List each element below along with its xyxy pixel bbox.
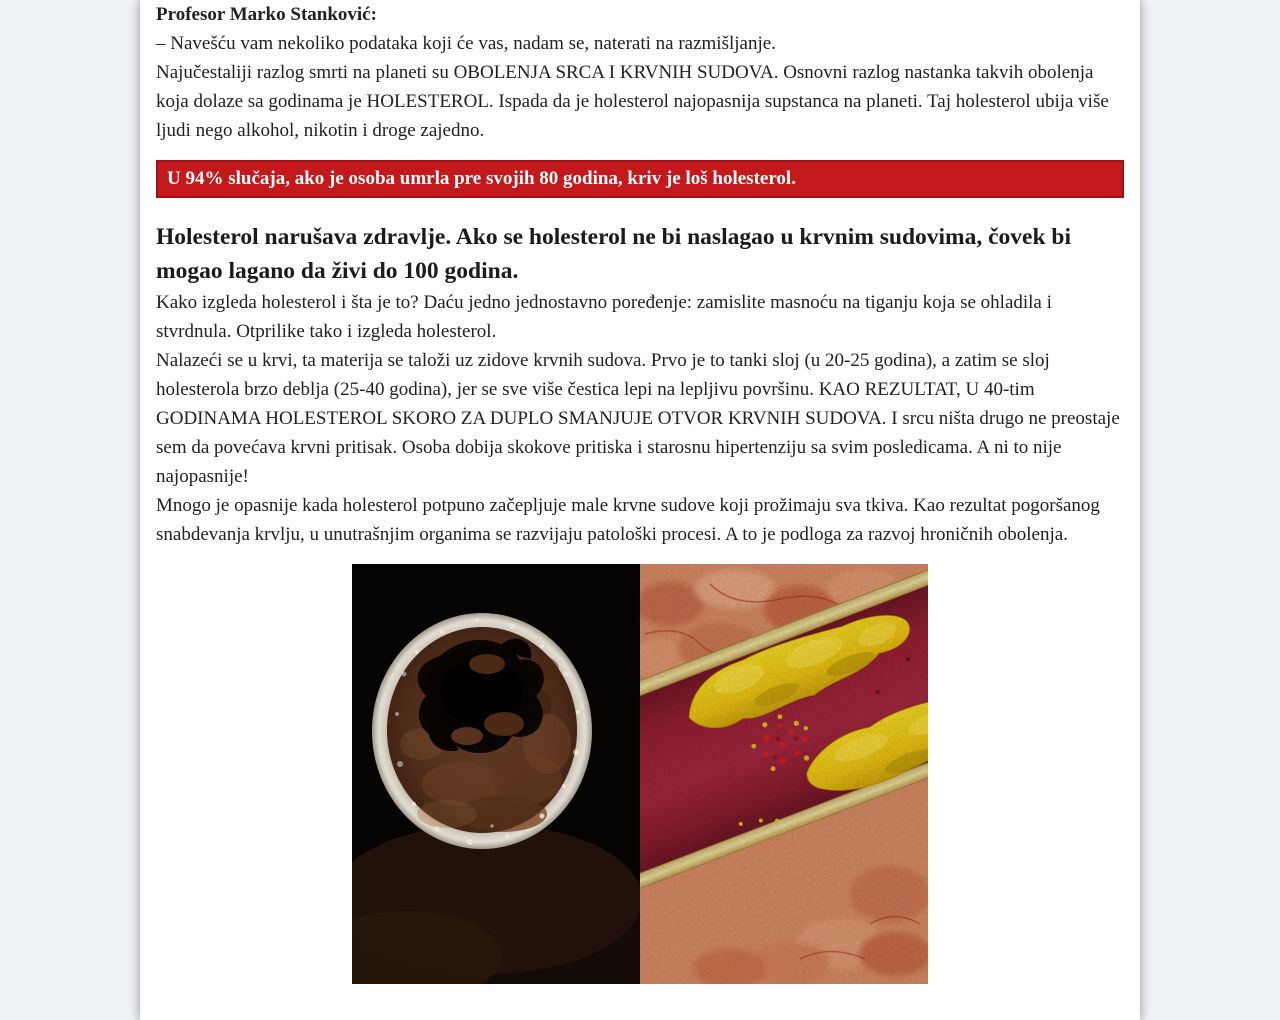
highlight-banner-text: U 94% slučaja, ako je osoba umrla pre svojih 80 godina, kriv je loš holesterol. <box>167 168 796 189</box>
article-card <box>140 0 1140 1020</box>
buildup-paragraph: Nalazeći se u krvi, ta materija se taloži uz zidove krvnih sudova. Prvo je to tanki sloj (u 20-25 godina), a zatim se sloj holesterola brzo deblja (25-40 godina), jer se sve više čestica lepi na lepljivu površinu. KAO REZULTAT, U 40-tim GODINAMA HOLESTEROL SKORO ZA DUPLO SMANJUJE OTVOR KRVNIH SUDOVA. I srcu ništa drugo ne preostaje sem da povećava krvni pritisak. Osoba dobija skokove pritiska i starosnu hipertenziju sa svim posledicama. A ni to nije najopasnije! <box>156 350 1120 487</box>
danger-paragraph: Mnogo je opasnije kada holesterol potpuno začepljuje male krvne sudove koji prožimaju sva tkiva. Kao rezultat pogoršanog snabdevanja krvlju, u unutrašnjim organima se razvijaju patološki procesi. A to je podloga za razvoj hroničnih obolenja. <box>156 495 1100 545</box>
lead-paragraph: – Navešću vam nekoliko podataka koji će vas, nadam se, naterati na razmišljanje. <box>156 33 776 54</box>
artery-plaque-illustration <box>640 564 928 984</box>
highlight-banner <box>156 160 1124 198</box>
mortality-paragraph: Najučestaliji razlog smrti na planeti su OBOLENJA SRCA I KRVNIH SUDOVA. Osnovni razlog nastanka takvih obolenja koja dolaze sa godinama je HOLESTEROL. Ispada da je holesterol najopasnija supstanca na planeti. Taj holesterol ubija više ljudi nego alkohol, nikotin i droge zajedno. <box>156 62 1109 141</box>
article-figure <box>352 564 928 984</box>
article-heading: Holesterol narušava zdravlje. Ako se holesterol ne bi naslagao u krvnim sudovima, čovek bi mogao lagano da živi do 100 godina. <box>156 224 1072 284</box>
comparison-paragraph: Kako izgleda holesterol i šta je to? Daću jedno jednostavno poređenje: zamislite masnoću na tiganju koja se ohladila i stvrdnula. Otprilike tako i izgleda holesterol. <box>156 292 1052 342</box>
clogged-pipe-photo <box>352 564 640 984</box>
author-line: Profesor Marko Stanković: <box>156 4 377 25</box>
